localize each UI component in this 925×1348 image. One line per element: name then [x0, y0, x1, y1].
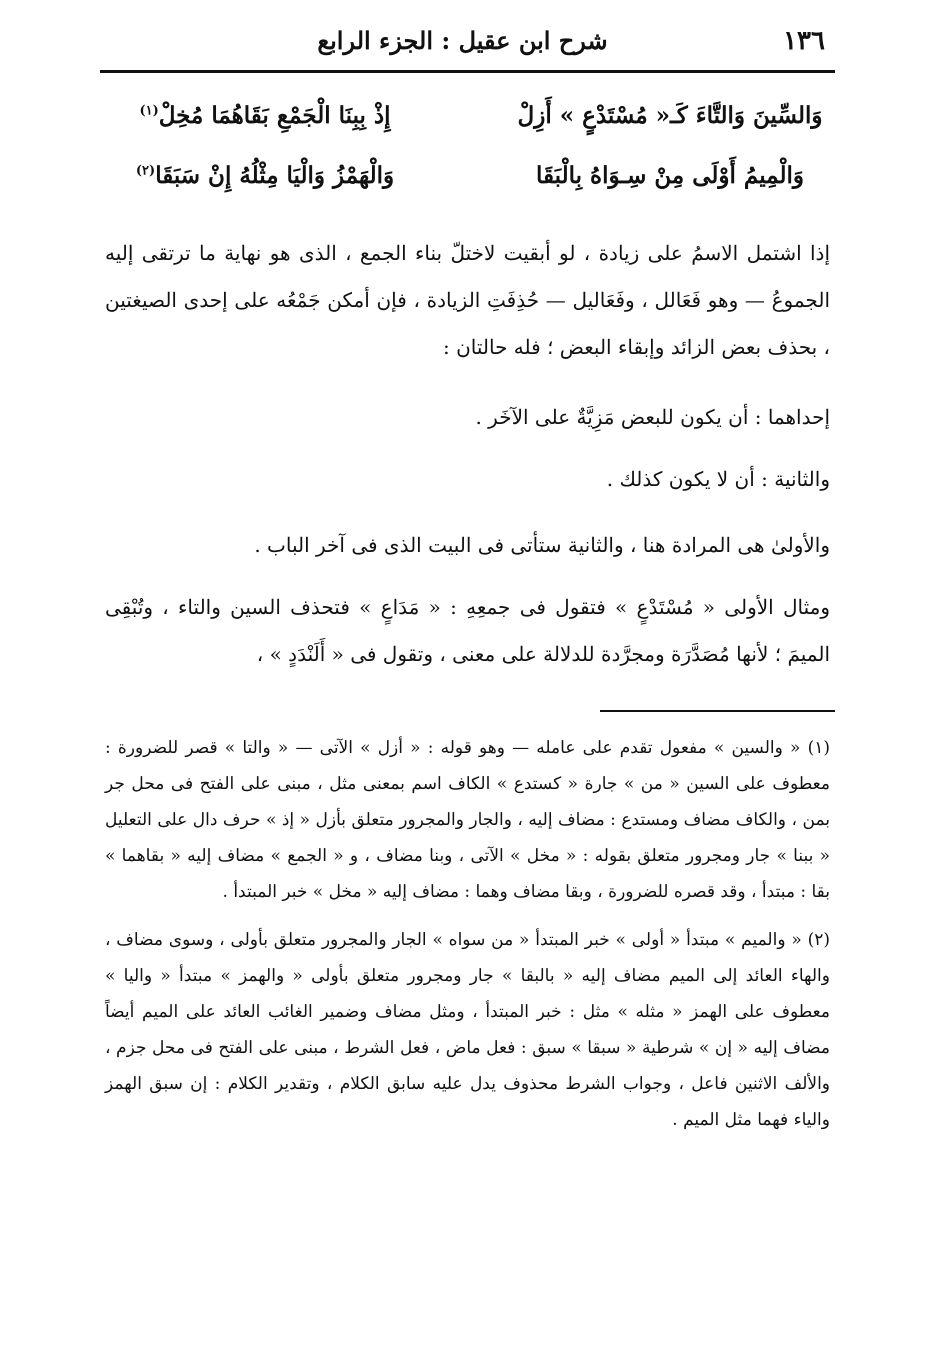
paragraph: إذا اشتمل الاسمُ على زيادة ، لو أبقيت لاختلّ بناء الجمع ، الذى هو نهاية ما ترتقى إليه الجموعُ — وهو فَعَالل ، وفَعَاليل — حُذِفَتِ الزيادة ، فإن أمكن جَمْعُه على إحدى الصيغتين ، بحذف بعض الزائد وإبقاء البعض ؛ فله حالتان : — [105, 241, 830, 359]
commentary-paragraph — [105, 584, 830, 678]
footnote-marker: (١) — [139, 103, 159, 119]
verse-text: وَالسِّينَ وَالتَّاءَ كَـ« مُسْتَدْعٍ » أَزِلْ — [517, 102, 823, 129]
footnote: (٢) « والميم » مبتدأ « أولى » خبر المبتدأ « من سواه » الجار والمجرور متعلق بأولى ، وسوى مضاف ، والهاء العائد إلى الميم مضاف إليه « بالبقا » جار ومجرور متعلق بأولى « والهمز » مبتدأ « واليا » معطوف على الهمز « مثله » مثل : خبر المبتدأ ، ومثل مضاف وضمير الغائب العائد على الميم أيضاً مضاف إليه « إن » شرطية « سبقا » سبق : فعل ماض ، فعل الشرط ، مبنى على الفتح فى محل جزم ، والألف الاثنين فاعل ، وجواب الشرط محذوف يدل عليه سابق الكلام ، وتقدير الكلام : إن سبق الهمز والياء فهما مثل الميم . — [105, 930, 830, 1130]
verse-text: إِذْ بِبِنَا الْجَمْعِ بَقَاهُمَا مُخِلْ — [158, 102, 391, 129]
verse-line — [100, 156, 835, 202]
footnote-separator — [600, 710, 835, 712]
verse-hemistich-second — [100, 102, 430, 129]
page-header — [100, 22, 825, 62]
verse-hemistich-first — [505, 162, 835, 189]
commentary-paragraph — [105, 456, 830, 503]
commentary-paragraph — [105, 522, 830, 569]
verse-text: وَالْهَمْزُ وَالْيَا مِثْلُهُ إِنْ سَبَقَا — [155, 162, 395, 189]
header-rule — [100, 70, 835, 73]
paragraph: ومثال الأولى « مُسْتَدْعٍ » فتقول فى جمعِهِ : « مَدَاعٍ » فتحذف السين والتاء ، وتُبْقِى الميمَ ؛ لأنها مُصَدَّرَة ومجرَّدة للدلالة على معنى ، وتقول فى « أَلَنْدَدٍ » ، — [105, 595, 830, 666]
paragraph: إحداهما : أن يكون للبعض مَزِيَّةٌ على الآخَر . — [475, 405, 830, 429]
verse-hemistich-second — [100, 162, 430, 189]
commentary-paragraph — [105, 230, 830, 371]
verse-line — [100, 96, 835, 142]
commentary-paragraph — [105, 394, 830, 441]
running-title: شرح ابن عقيل : الجزء الرابع — [317, 26, 608, 55]
footnote-marker: (٢) — [135, 163, 156, 179]
paragraph: والثانية : أن لا يكون كذلك . — [606, 467, 830, 491]
footnotes — [105, 730, 830, 1150]
verse-text: وَالْمِيمُ أَوْلَى مِنْ سِـوَاهُ بِالْبَقَا — [536, 162, 804, 189]
footnote: (١) « والسين » مفعول تقدم على عامله — وهو قوله : « أزل » الآتى — « والتا » قصر للضرورة : معطوف على السين « من » جارة « كستدع » الكاف اسم بمعنى مثل ، مبنى على الفتح فى محل جر بمن ، والكاف مضاف ومستدع : مضاف إليه ، والجار والمجرور متعلق بأزل « إذ » حرف دال على التعليل « ببنا » جار ومجرور متعلق بقوله : « مخل » الآتى ، وبنا مضاف ، و « الجمع » مضاف إليه « بقاهما » بقا : مبتدأ ، وقد قصره للضرورة ، وبقا مضاف وهما : مضاف إليه « مخل » خبر المبتدأ . — [105, 738, 830, 902]
paragraph: والأولىٰ هى المرادة هنا ، والثانية ستأتى فى البيت الذى فى آخر الباب . — [254, 533, 830, 557]
verse-hemistich-first — [505, 102, 835, 129]
page-number: ١٣٦ — [783, 26, 825, 56]
